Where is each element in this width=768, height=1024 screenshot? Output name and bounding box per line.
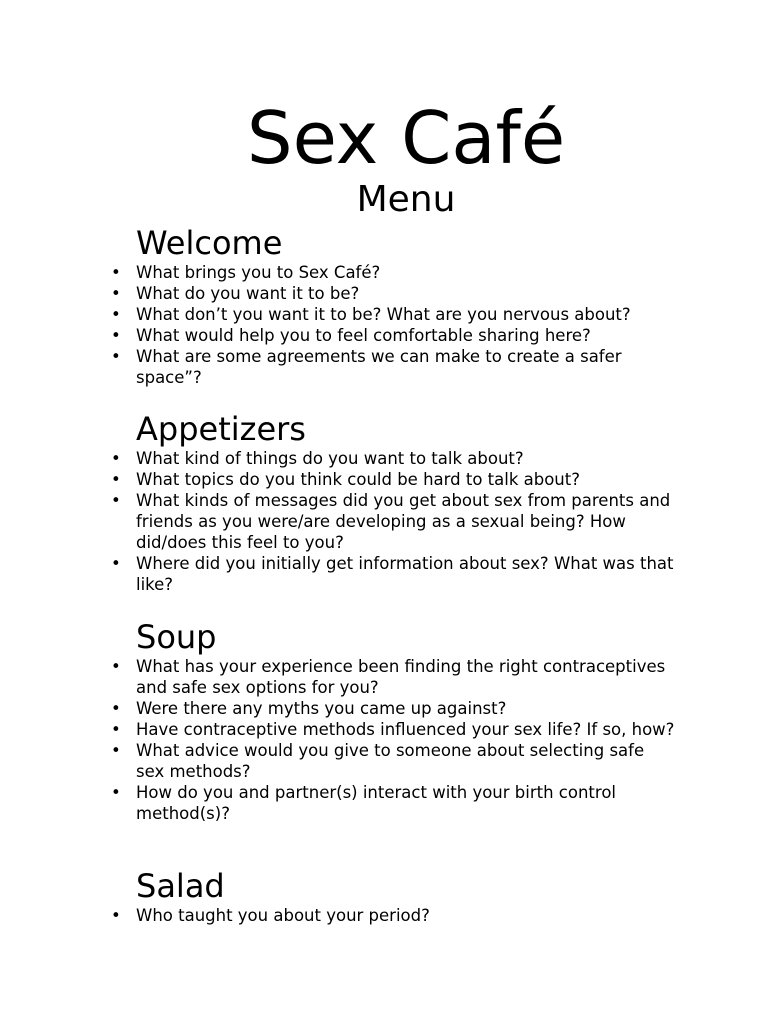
section-salad bbox=[0, 867, 768, 926]
question-text: What kind of things do you want to talk about? bbox=[136, 449, 524, 468]
bullet-icon: • bbox=[111, 699, 121, 718]
bullet-icon: • bbox=[111, 326, 121, 345]
question-text: What don’t you want it to be? What are you nervous about? bbox=[136, 305, 631, 324]
section-heading: Salad bbox=[136, 867, 225, 905]
question-text: What advice would you give to someone about selecting safe sex methods? bbox=[136, 741, 645, 781]
question-text: What topics do you think could be hard to talk about? bbox=[136, 470, 580, 489]
section-soup bbox=[0, 618, 768, 824]
question-text: What would help you to feel comfortable sharing here? bbox=[136, 326, 591, 345]
question-text: How do you and partner(s) interact with your birth control method(s)? bbox=[136, 783, 616, 823]
question-text: Were there any myths you came up against? bbox=[136, 699, 507, 718]
list-item bbox=[0, 553, 676, 595]
list-item bbox=[0, 283, 676, 304]
list-item bbox=[0, 325, 676, 346]
bullet-icon: • bbox=[111, 347, 121, 366]
question-text: What are some agreements we can make to create a safer space”? bbox=[136, 347, 622, 387]
bullet-icon: • bbox=[111, 491, 121, 510]
list-item bbox=[0, 740, 676, 782]
bullet-icon: • bbox=[111, 741, 121, 760]
list-item bbox=[0, 262, 676, 283]
question-list bbox=[0, 262, 768, 388]
question-text: What has your experience been finding the right contraceptives and safe sex options for you? bbox=[136, 657, 666, 697]
document-subtitle: Menu bbox=[356, 179, 456, 220]
list-item bbox=[0, 905, 676, 926]
bullet-icon: • bbox=[111, 554, 121, 573]
section-welcome bbox=[0, 224, 768, 388]
question-text: Have contraceptive methods influenced your sex life? If so, how? bbox=[136, 720, 675, 739]
question-text: Where did you initially get information about sex? What was that like? bbox=[136, 554, 674, 594]
list-item bbox=[0, 656, 676, 698]
list-item bbox=[0, 448, 676, 469]
bullet-icon: • bbox=[111, 906, 121, 925]
list-item bbox=[0, 698, 676, 719]
bullet-icon: • bbox=[111, 449, 121, 468]
section-heading: Welcome bbox=[136, 224, 283, 262]
section-heading: Appetizers bbox=[136, 410, 306, 448]
question-list bbox=[0, 905, 768, 926]
question-list bbox=[0, 656, 768, 824]
document-title: Sex Café bbox=[246, 96, 566, 180]
question-list bbox=[0, 448, 768, 595]
question-text: What do you want it to be? bbox=[136, 284, 360, 303]
list-item bbox=[0, 469, 676, 490]
bullet-icon: • bbox=[111, 284, 121, 303]
bullet-icon: • bbox=[111, 305, 121, 324]
list-item bbox=[0, 304, 676, 325]
bullet-icon: • bbox=[111, 263, 121, 282]
bullet-icon: • bbox=[111, 720, 121, 739]
bullet-icon: • bbox=[111, 657, 121, 676]
list-item bbox=[0, 490, 676, 553]
section-heading: Soup bbox=[136, 618, 217, 656]
question-text: What brings you to Sex Café? bbox=[136, 263, 381, 282]
question-text: Who taught you about your period? bbox=[136, 906, 430, 925]
list-item bbox=[0, 782, 676, 824]
section-appetizers bbox=[0, 410, 768, 595]
list-item bbox=[0, 346, 676, 388]
question-text: What kinds of messages did you get about sex from parents and friends as you were/are developing as a sexual being? How did/does this feel to you? bbox=[136, 491, 671, 552]
list-item bbox=[0, 719, 676, 740]
bullet-icon: • bbox=[111, 470, 121, 489]
bullet-icon: • bbox=[111, 783, 121, 802]
